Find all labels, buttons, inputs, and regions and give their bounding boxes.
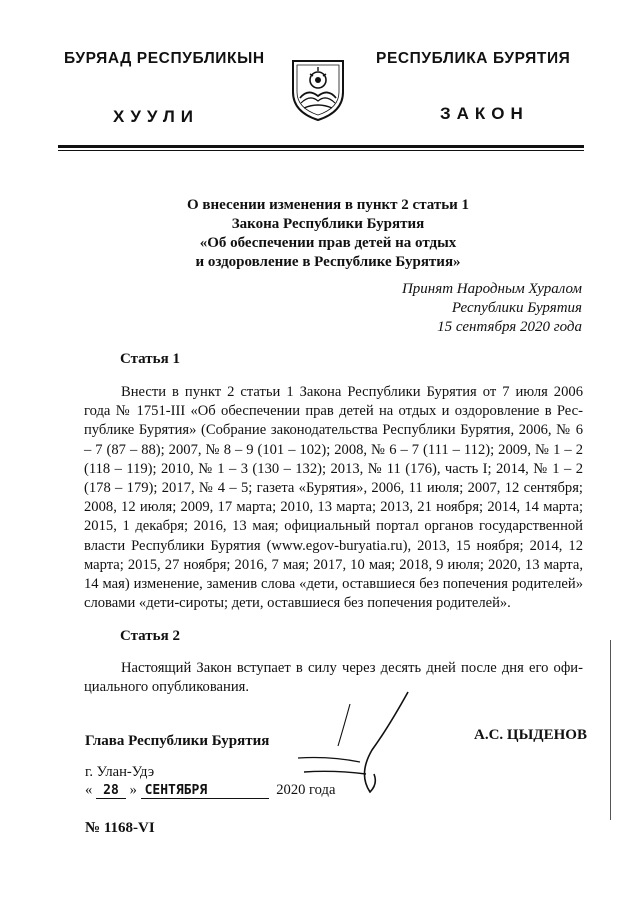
signatory-name: А.С. ЦЫДЕНОВ <box>474 727 587 743</box>
adoption-note <box>360 280 582 337</box>
article-1-heading: Статья 1 <box>120 351 180 367</box>
scan-edge-line <box>610 640 611 820</box>
city: г. Улан-Удэ <box>85 764 155 780</box>
title-line: О внесении изменения в пункт 2 статьи 1 <box>186 197 470 213</box>
article-2-text: Настоящий Закон вступает в силу через десять дней после дня его официального опубликования. <box>84 660 583 696</box>
header-divider-thin <box>58 150 584 151</box>
republic-name-russian: РЕСПУБЛИКА БУРЯТИЯ <box>376 50 571 67</box>
title-line: и оздоровление в Республике Бурятия» <box>195 254 461 270</box>
adoption-line: 15 сентября 2020 года <box>437 319 582 335</box>
republic-name-buryat: БУРЯАД РЕСПУБЛИКЫН <box>64 50 265 67</box>
date-day-field <box>96 782 126 799</box>
adoption-line: Республики Бурятия <box>451 300 582 316</box>
date-quote-open: « <box>85 782 93 798</box>
law-label-russian: ЗАКОН <box>440 104 529 123</box>
coat-of-arms-icon <box>290 58 346 122</box>
article-2-heading: Статья 2 <box>120 628 180 644</box>
date-month-field <box>141 782 273 799</box>
law-title <box>150 196 506 272</box>
law-number: № 1168-VI <box>85 820 155 836</box>
signatory-position: Глава Республики Бурятия <box>85 733 270 749</box>
date-day: 28 <box>103 783 119 798</box>
title-line: Закона Республики Бурятия <box>231 216 425 232</box>
title-line: «Об обеспечении прав детей на отдых <box>199 235 457 251</box>
date-year: 2020 года <box>276 782 336 798</box>
date-quote-close: » <box>129 782 137 798</box>
article-1-text: Внести в пункт 2 статьи 1 Закона Республики Бурятия от 7 июля 2006 года № 1751-III «Об обеспечении прав детей на отдых и оздоровление в Республике Бурятия» (Собрание законодательства Республики Бурятия, 2006, № 6 – 7 (87 – 88); 2007, № 8 – 9 (101 – 102); 2008, № 6 – 7 (111 – 112); 2009, № 1 – 2 (118 – 119); 2010, № 1 – 3 (130 – 132); 2013, № 11 (176), часть I; 2014, № 1 – 2 (178 – 179); 2017, № 4 – 5; газета «Бурятия», 2006, 11 июля; 2007, 12 сентября; 2008, 12 июля; 2009, 17 марта; 2010, 13 марта; 2013, 21 ноября; 2014, 14 марта; 2015, 1 декабря; 2016, 13 мая; официальный портал органов государственной власти Республики Бурятия (www.egov-buryatia.ru), 2013, 15 ноября; 2014, 12 марта; 2015, 27 ноября; 2016, 7 мая; 2017, 10 мая; 2018, 9 июля; 2020, 13 марта, 14 мая) изменение, заменив слова «дети, оставшиеся без попечения родителей» словами «дети-сироты; дети, оставшиеся без попечения родителей». <box>84 384 583 612</box>
header-divider-thick <box>58 145 584 148</box>
signing-date <box>85 782 335 799</box>
law-label-buryat: ХУУЛИ <box>113 107 199 126</box>
adoption-line: Принят Народным Хуралом <box>401 281 582 297</box>
date-month: СЕНТЯБРЯ <box>144 783 208 798</box>
